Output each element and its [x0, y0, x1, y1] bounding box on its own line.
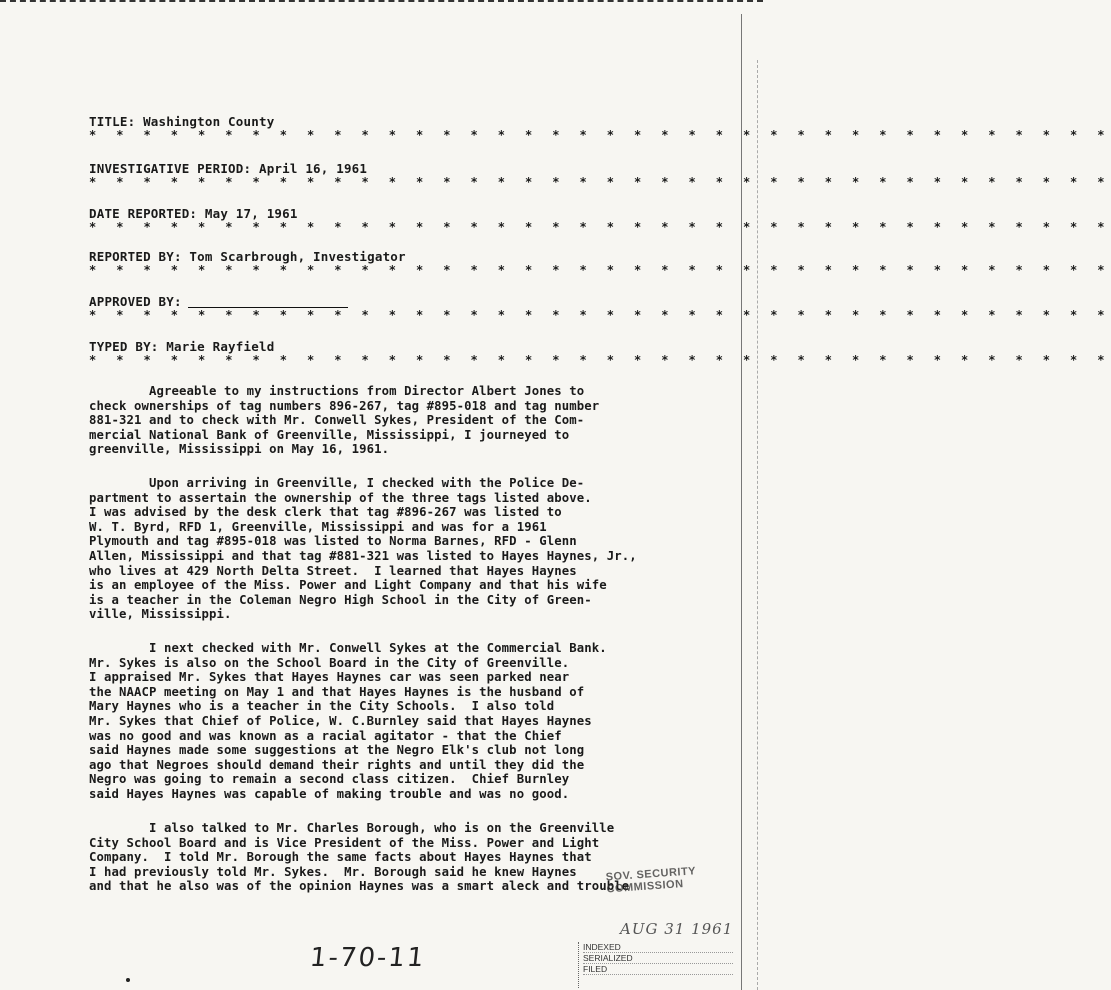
- approved-by-label: APPROVED BY:: [89, 294, 182, 309]
- star-divider: * * * * * * * * * * * * * * * * * * * * * * * * * * * * * * * * * * * * * *: [89, 128, 1111, 142]
- title-field: TITLE: Washington County: [89, 114, 275, 129]
- star-divider: * * * * * * * * * * * * * * * * * * * * * * * * * * * * * * * * * * * * * *: [89, 308, 1111, 322]
- approved-by-field: [89, 294, 348, 309]
- star-divider: * * * * * * * * * * * * * * * * * * * * * * * * * * * * * * * * * * * * * *: [89, 353, 1111, 367]
- serialized-label: SERIALIZED: [583, 953, 733, 964]
- commission-stamp: SOV. SECURITY COMMISSION: [605, 865, 697, 896]
- handwritten-file-number: 1-70-11: [308, 943, 428, 973]
- investigative-period-field: INVESTIGATIVE PERIOD: April 16, 1961: [89, 161, 368, 176]
- indexed-label: INDEXED: [583, 942, 733, 953]
- filed-label: FILED: [583, 964, 733, 975]
- body-paragraph-4: I also talked to Mr. Charles Borough, who is on the Greenville City School Board and is Vice President of the Miss. Power and Light Company. I told Mr. Borough the same facts about Hayes Haynes that I had previously told Mr. Sykes. Mr. Borough said he knew Haynes and that he also was of the opinion Haynes was a smart aleck and trouble: [89, 821, 630, 894]
- star-divider: * * * * * * * * * * * * * * * * * * * * * * * * * * * * * * * * * * * * * *: [89, 175, 1111, 189]
- reported-by-field: REPORTED BY: Tom Scarbrough, Investigator: [89, 249, 406, 264]
- star-divider: * * * * * * * * * * * * * * * * * * * * * * * * * * * * * * * * * * * * * *: [89, 220, 1111, 234]
- typed-by-field: TYPED BY: Marie Rayfield: [89, 339, 275, 354]
- body-paragraph-3: I next checked with Mr. Conwell Sykes at the Commercial Bank. Mr. Sykes is also on the School Board in the City of Greenville. I appraised Mr. Sykes that Hayes Haynes car was seen parked near the NAACP meeting on May 1 and that Hayes Haynes is the husband of Mary Haynes who is a teacher in the City Schools. I also told Mr. Sykes that Chief of Police, W. C.Burnley said that Hayes Haynes was no good and was known as a racial agitator - that the Chief said Haynes made some suggestions at the Negro Elk's club not long ago that Negroes should demand their rights and until they did the Negro was going to remain a second class citizen. Chief Burnley said Hayes Haynes was capable of making trouble and was no good.: [89, 641, 607, 801]
- stray-mark: [126, 978, 130, 982]
- date-reported-field: DATE REPORTED: May 17, 1961: [89, 206, 298, 221]
- body-paragraph-1: Agreeable to my instructions from Director Albert Jones to check ownerships of tag numbers 896-267, tag #895-018 and tag number 881-321 and to check with Mr. Conwell Sykes, President of the Com- mercial National Bank of Greenville, Mississippi, I journeyed to greenville, Mississippi on May 16, 1961.: [89, 384, 600, 457]
- received-date-stamp: AUG 31 1961: [620, 920, 734, 938]
- body-paragraph-2: Upon arriving in Greenville, I checked with the Police De- partment to assertain the ownership of the three tags listed above. I was advised by the desk clerk that tag #896-267 was listed to W. T. Byrd, RFD 1, Greenville, Mississippi and was for a 1961 Plymouth and tag #895-018 was listed to Norma Barnes, RFD - Glenn Allen, Mississippi and that tag #881-321 was listed to Hayes Haynes, Jr., who lives at 429 North Delta Street. I learned that Hayes Haynes is an employee of the Miss. Power and Light Company and that his wife is a teacher in the Coleman Negro High School in the City of Green- ville, Mississippi.: [89, 476, 637, 622]
- right-edge-line: [757, 60, 758, 990]
- top-border: [0, 0, 763, 2]
- right-margin-line: [741, 14, 742, 990]
- star-divider: * * * * * * * * * * * * * * * * * * * * * * * * * * * * * * * * * * * * * *: [89, 263, 1111, 277]
- filing-stamp: [578, 942, 743, 988]
